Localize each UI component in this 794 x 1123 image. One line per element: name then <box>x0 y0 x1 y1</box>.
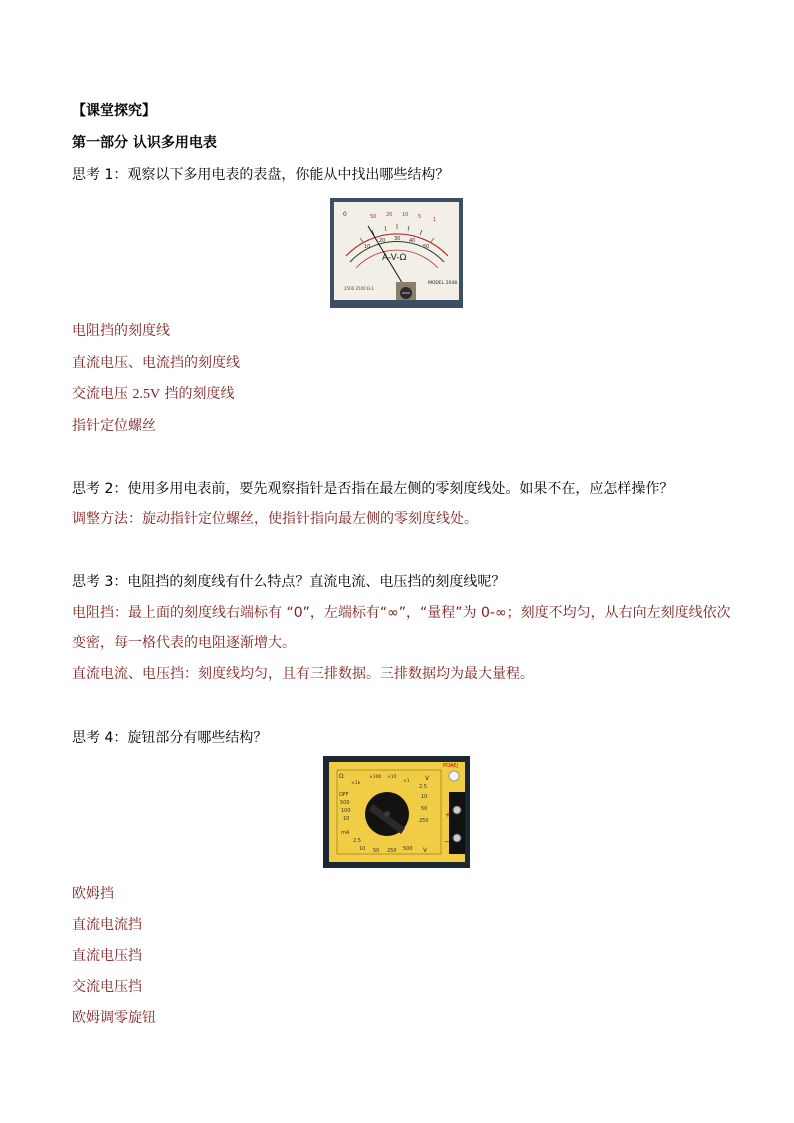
meter-center-label: A-V-Ω <box>382 253 407 263</box>
ma-label: mA <box>341 830 350 836</box>
range-x100: ×100 <box>369 775 382 780</box>
v-label-top: V <box>425 775 430 782</box>
meter-top-20: 20 <box>386 212 393 218</box>
meter-scale-40: 40 <box>409 238 416 244</box>
q1-answer-3-suffix: 挡的刻度线 <box>160 386 235 402</box>
range-right-250: 250 <box>419 818 429 824</box>
range-x10: ×10 <box>387 775 397 780</box>
q4-answer-1: 欧姆挡 <box>72 886 114 902</box>
q1-answer-4: 指针定位螺丝 <box>72 418 156 434</box>
range-right-50: 50 <box>421 806 428 812</box>
meter-top-10: 10 <box>402 212 409 218</box>
ohm-symbol: Ω <box>339 773 344 780</box>
question-4: 思考 4：旋钮部分有哪些结构？ <box>72 730 268 746</box>
meter-scale-10: 10 <box>364 244 371 250</box>
meter-face-image <box>330 198 463 308</box>
range-left-10: 10 <box>343 816 350 822</box>
range-bottom-500: 500 <box>403 846 413 852</box>
brand-label: POAEJ <box>443 763 458 769</box>
question-2: 思考 2：使用多用电表前，要先观察指针是否指在最左侧的零刻度线处。如果不在，应怎样操作？ <box>72 481 674 497</box>
range-left-500: 500 <box>340 800 350 806</box>
q4-answer-5: 欧姆调零旋钮 <box>72 1010 156 1026</box>
q1-answer-1: 电阻挡的刻度线 <box>72 323 170 339</box>
q4-answer-3: 直流电压挡 <box>72 948 142 964</box>
positive-jack <box>453 806 461 814</box>
range-bottom-2-5: 2.5 <box>353 838 361 844</box>
selector-knob-center <box>384 811 390 817</box>
q1-answer-3-prefix: 交流电压 <box>72 386 133 402</box>
meter-top-50: 50 <box>370 214 377 220</box>
part-title: 第一部分 认识多用电表 <box>72 135 217 151</box>
range-bottom-250: 250 <box>387 848 397 854</box>
range-bottom-10: 10 <box>359 846 366 852</box>
question-1: 思考 1：观察以下多用电表的表盘，你能从中找出哪些结构？ <box>72 167 450 183</box>
q1-answer-3 <box>72 384 235 405</box>
meter-lower-left-text: 2500 2500 Ω-1 <box>344 286 374 291</box>
q2-answer: 调整方法：旋动指针定位螺丝，使指针指向最左侧的零刻度线处。 <box>72 511 478 527</box>
ohm-zero-adjust-knob <box>449 771 459 781</box>
section-title: 【课堂探究】 <box>72 103 156 119</box>
rotary-dial-image <box>323 756 470 868</box>
q1-answer-2: 直流电压、电流挡的刻度线 <box>72 355 240 371</box>
minus-label: − <box>444 838 450 846</box>
meter-scale-50: 50 <box>423 244 430 250</box>
meter-zero-mark: 0 <box>343 211 347 218</box>
q4-answer-4: 交流电压挡 <box>72 979 142 995</box>
range-bottom-50: 50 <box>373 848 380 854</box>
range-off: OFF <box>339 792 349 798</box>
meter-scale-30: 30 <box>394 236 401 242</box>
jack-panel <box>449 792 465 854</box>
meter-model: MODEL 2048 <box>428 281 458 286</box>
q3-answer-line-2: 变密，每一格代表的电阻逐渐增大。 <box>72 635 296 651</box>
q1-answer-3-value: 2.5V <box>132 387 161 402</box>
plus-label: + <box>445 811 451 819</box>
meter-top-5: 5 <box>418 214 422 220</box>
q3-answer-line-1: 电阻挡：最上面的刻度线右端标有 “0”，左端标有“∞”，“量程”为 0-∞；刻度不均匀，从右向左刻度线依次 <box>72 605 731 621</box>
negative-jack <box>453 834 461 842</box>
range-left-100: 100 <box>341 808 351 814</box>
meter-scale-20: 20 <box>379 238 386 244</box>
range-x1: ×1 <box>403 779 410 784</box>
range-x1k: ×1k <box>351 781 361 786</box>
question-3: 思考 3：电阻挡的刻度线有什么特点？直流电流、电压挡的刻度线呢？ <box>72 574 506 590</box>
q4-answer-2: 直流电流挡 <box>72 917 142 933</box>
q3-answer-line-3: 直流电流、电压挡：刻度线均匀，且有三排数据。三排数据均为最大量程。 <box>72 666 534 682</box>
meter-top-1: 1 <box>433 217 437 223</box>
v-label-bottom: V <box>423 847 428 854</box>
range-right-2-5: 2.5 <box>419 784 427 790</box>
range-right-10: 10 <box>421 794 428 800</box>
